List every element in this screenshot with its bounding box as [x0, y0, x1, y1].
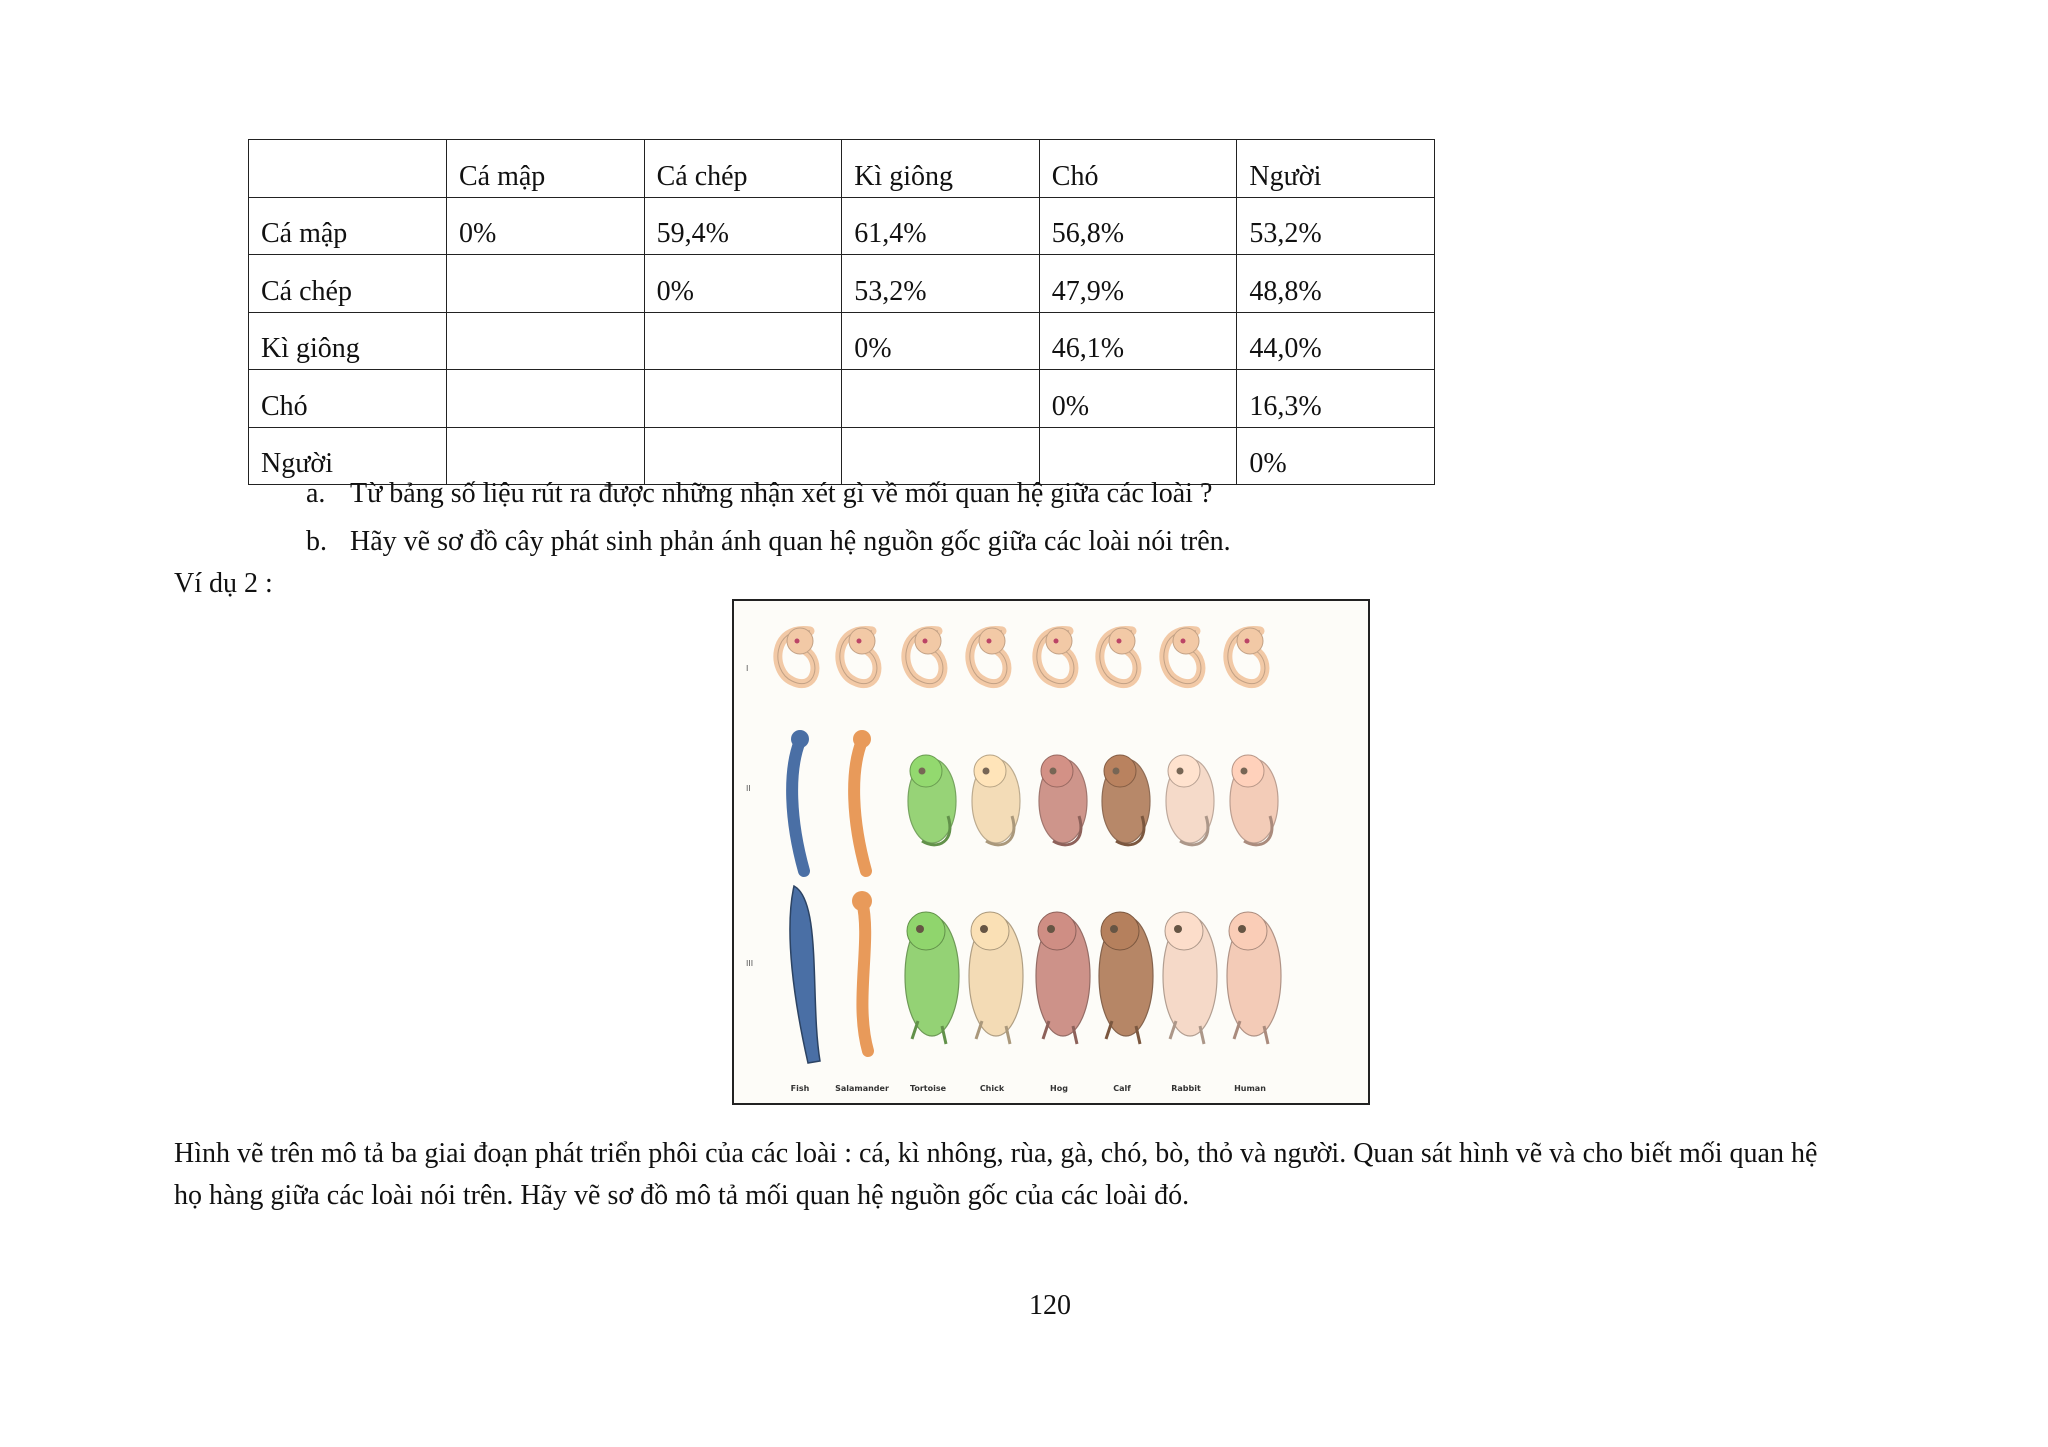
embryo-stage2-head [1041, 755, 1073, 787]
row-label-cell: Cá chép [249, 255, 447, 313]
embryo-eye [1110, 925, 1118, 933]
embryo-stage1-head [915, 628, 941, 654]
table-row [249, 312, 1435, 370]
embryo-eye [919, 768, 926, 775]
row-label-cell: Chó [249, 370, 447, 428]
embryo-stage2-head [974, 755, 1006, 787]
embryo-eye [1181, 639, 1186, 644]
embryo-eye [1050, 768, 1057, 775]
species-label: Human [1234, 1084, 1266, 1093]
header-cell [249, 140, 447, 198]
value-cell: 0% [842, 312, 1040, 370]
value-cell [644, 427, 842, 485]
value-cell: 0% [447, 197, 645, 255]
row-label-cell: Kì giông [249, 312, 447, 370]
embryo-stage2-head [1104, 755, 1136, 787]
figure-description [174, 1133, 1924, 1217]
value-cell [447, 255, 645, 313]
question-a-label: a. [306, 478, 326, 509]
embryo-stages-figure [732, 599, 1370, 1105]
row-label: II [746, 784, 751, 793]
value-cell [447, 427, 645, 485]
value-cell: 46,1% [1039, 312, 1237, 370]
value-cell: 53,2% [1237, 197, 1435, 255]
embryo-eye [1047, 925, 1055, 933]
embryo-stage2-salamander [854, 741, 866, 871]
embryo-illustration [734, 601, 1368, 1103]
value-cell: 47,9% [1039, 255, 1237, 313]
header-cell: Cá chép [644, 140, 842, 198]
row-label: I [746, 664, 749, 673]
embryo-stage3-fish [790, 886, 820, 1063]
species-label: Hog [1050, 1084, 1068, 1093]
row-label: III [746, 959, 754, 968]
embryo-stage2-head [1168, 755, 1200, 787]
embryo-stage2-head [910, 755, 942, 787]
embryo-stage2-head [791, 730, 809, 748]
value-cell: 53,2% [842, 255, 1040, 313]
embryo-stage3-head [1038, 912, 1076, 950]
species-label: Salamander [835, 1084, 889, 1093]
value-cell [447, 370, 645, 428]
species-label: Calf [1113, 1084, 1131, 1093]
species-label: Tortoise [909, 1084, 947, 1093]
embryo-stage1-head [1109, 628, 1135, 654]
question-b-text: Hãy vẽ sơ đồ cây phát sinh phản ánh quan hệ nguồn gốc giữa các loài nói trên. [350, 526, 1231, 557]
species-label: Chick [979, 1084, 1005, 1093]
embryo-eye [1238, 925, 1246, 933]
embryo-stage1-head [1046, 628, 1072, 654]
question-b-label: b. [306, 526, 327, 557]
value-cell [1039, 427, 1237, 485]
embryo-stage2-fish [792, 741, 804, 871]
row-label-cell: Cá mập [249, 197, 447, 255]
embryo-eye [916, 925, 924, 933]
value-cell: 0% [644, 255, 842, 313]
embryo-stage3-head [907, 912, 945, 950]
value-cell: 0% [1039, 370, 1237, 428]
row-label-cell: Người [249, 427, 447, 485]
value-cell [842, 370, 1040, 428]
embryo-eye [1113, 768, 1120, 775]
value-cell: 56,8% [1039, 197, 1237, 255]
header-cell: Người [1237, 140, 1435, 198]
embryo-eye [1177, 768, 1184, 775]
table-header-row [249, 140, 1435, 198]
embryo-stage1-head [1173, 628, 1199, 654]
embryo-eye [1174, 925, 1182, 933]
embryo-stage3-head [852, 891, 872, 911]
embryo-eye [1241, 768, 1248, 775]
header-cell: Chó [1039, 140, 1237, 198]
value-cell: 59,4% [644, 197, 842, 255]
embryo-stage3-salamander [862, 901, 868, 1051]
embryo-eye [923, 639, 928, 644]
value-cell: 61,4% [842, 197, 1040, 255]
embryo-stage1-head [1237, 628, 1263, 654]
example-label: Ví dụ 2 : [174, 568, 273, 599]
table-row [249, 370, 1435, 428]
embryo-stage1-head [849, 628, 875, 654]
embryo-stage1-head [979, 628, 1005, 654]
genetic-distance-table [248, 139, 1435, 485]
table-row [249, 255, 1435, 313]
question-a-text: Từ bảng số liệu rút ra được những nhận xét gì về mối quan hệ giữa các loài ? [350, 478, 1213, 509]
header-cell: Cá mập [447, 140, 645, 198]
embryo-eye [857, 639, 862, 644]
species-label: Rabbit [1171, 1084, 1201, 1093]
embryo-eye [1245, 639, 1250, 644]
question-b [306, 526, 1231, 558]
header-cell: Kì giông [842, 140, 1040, 198]
embryo-stage3-head [1229, 912, 1267, 950]
value-cell [644, 312, 842, 370]
embryo-eye [795, 639, 800, 644]
species-label: Fish [790, 1084, 810, 1093]
embryo-eye [983, 768, 990, 775]
page-number: 120 [1029, 1290, 1071, 1321]
table-row [249, 197, 1435, 255]
embryo-stage3-head [1165, 912, 1203, 950]
question-a [306, 478, 1212, 510]
embryo-eye [987, 639, 992, 644]
table-row [249, 427, 1435, 485]
embryo-eye [1117, 639, 1122, 644]
value-cell: 16,3% [1237, 370, 1435, 428]
value-cell: 48,8% [1237, 255, 1435, 313]
embryo-eye [980, 925, 988, 933]
embryo-eye [1054, 639, 1059, 644]
value-cell [644, 370, 842, 428]
embryo-stage2-head [853, 730, 871, 748]
embryo-stage2-head [1232, 755, 1264, 787]
value-cell: 44,0% [1237, 312, 1435, 370]
embryo-stage3-head [1101, 912, 1139, 950]
value-cell [447, 312, 645, 370]
paragraph-line-2: họ hàng giữa các loài nói trên. Hãy vẽ sơ đồ mô tả mối quan hệ nguồn gốc của các loài đó. [174, 1180, 1190, 1211]
value-cell: 0% [1237, 427, 1435, 485]
paragraph-line-1: Hình vẽ trên mô tả ba giai đoạn phát triển phôi của các loài : cá, kì nhông, rùa, gà, chó, bò, thỏ và người. Quan sát hình vẽ và cho biết mối quan hệ [174, 1138, 1818, 1169]
embryo-stage1-head [787, 628, 813, 654]
embryo-stage3-head [971, 912, 1009, 950]
value-cell [842, 427, 1040, 485]
